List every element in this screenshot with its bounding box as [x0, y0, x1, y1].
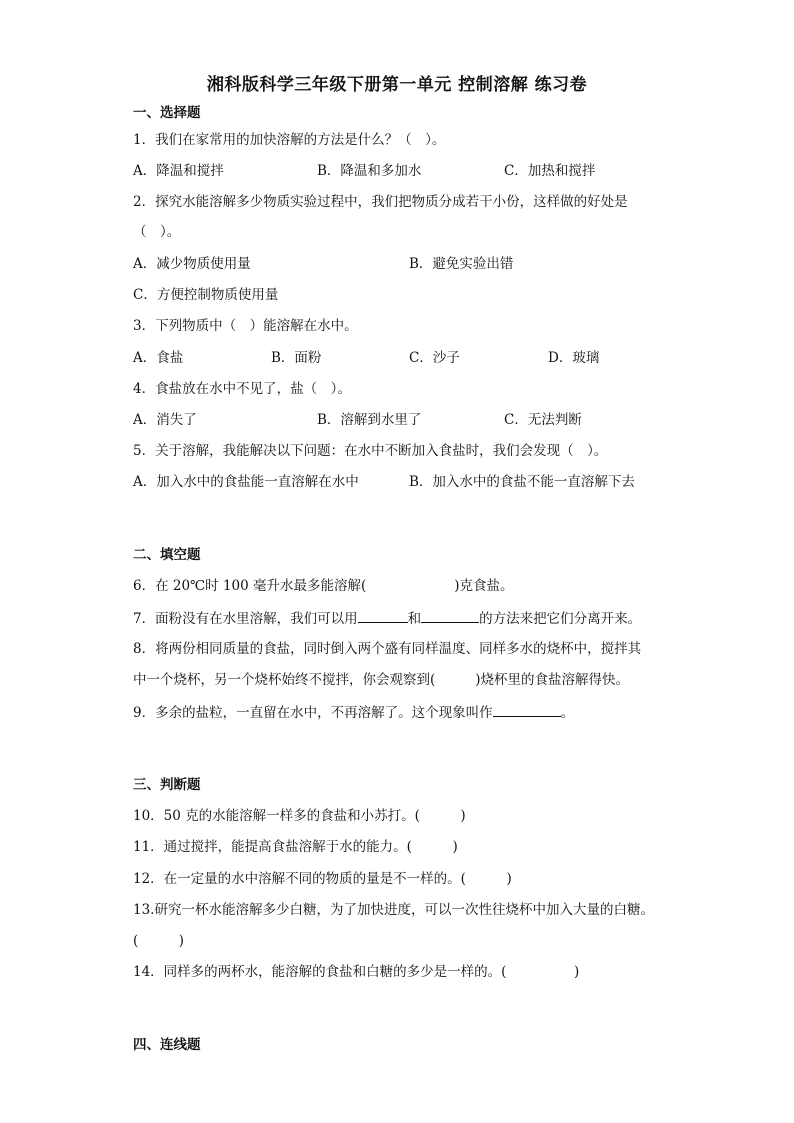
question-12: 12．在一定量的水中溶解不同的物质的量是不一样的。( ) [133, 871, 512, 887]
q7-blank-2[interactable] [421, 608, 479, 623]
question-11: 11．通过搅拌，能提高食盐溶解于水的能力。( ) [133, 839, 458, 855]
question-2-line-2: （ ）。 [133, 224, 181, 240]
q4-option-a: A．消失了 [133, 412, 197, 428]
q3-option-c: C．沙子 [409, 350, 460, 366]
question-14: 14．同样多的两杯水，能溶解的食盐和白糖的多少是一样的。( ) [133, 964, 580, 980]
question-8-line-1: 8．将两份相同质量的食盐，同时倒入两个盛有同样温度、同样多水的烧杯中，搅拌其 [133, 641, 642, 657]
section-heading-judge: 三、判断题 [133, 777, 201, 793]
q5-option-a: A．加入水中的食盐能一直溶解在水中 [133, 474, 359, 490]
q3-option-b: B．面粉 [271, 350, 322, 366]
q4-option-b: B．溶解到水里了 [317, 412, 422, 428]
question-7 [133, 608, 641, 628]
question-9 [133, 702, 574, 722]
q4-option-c: C．无法判断 [504, 412, 582, 428]
q2-option-b: B．避免实验出错 [409, 256, 514, 272]
q1-option-c: C．加热和搅拌 [504, 163, 596, 179]
q8-text-after: )烧杯里的食盐溶解得快。 [475, 672, 630, 688]
q7-text-after: 的方法来把它们分离开来。 [479, 611, 642, 627]
q9-text-before: 9．多余的盐粒，一直留在水中，不再溶解了。这个现象叫作 [133, 705, 493, 721]
q8-text-before: 中一个烧杯，另一个烧杯始终不搅拌，你会观察到( [133, 672, 436, 688]
question-5: 5．关于溶解，我能解决以下问题：在水中不断加入食盐时，我们会发现（ ）。 [133, 443, 608, 459]
q7-blank-1[interactable] [358, 608, 408, 623]
q3-option-a: A．食盐 [133, 350, 184, 366]
question-2-line-1: 2．探究水能溶解多少物质实验过程中，我们把物质分成若干小份，这样做的好处是 [133, 194, 628, 210]
q1-option-b: B．降温和多加水 [317, 163, 422, 179]
section-heading-match: 四、连线题 [133, 1037, 201, 1053]
question-8-line-2 [133, 671, 629, 689]
question-4: 4．食盐放在水中不见了，盐（ ）。 [133, 381, 351, 397]
question-13-line-1: 13.研究一杯水能溶解多少白糖，为了加快进度，可以一次性往烧杯中加入大量的白糖。 [133, 902, 654, 918]
question-1: 1．我们在家常用的加快溶解的方法是什么？（ ）。 [133, 132, 446, 148]
q2-option-a: A．减少物质使用量 [133, 256, 251, 272]
q9-blank[interactable] [493, 702, 561, 717]
q1-option-a: A．降温和搅拌 [133, 163, 224, 179]
q2-option-c: C．方便控制物质使用量 [133, 287, 279, 303]
question-6 [133, 577, 514, 595]
question-13-line-2: ( ) [133, 933, 185, 949]
q6-text-before: 6．在 20℃时 100 毫升水最多能溶解( [133, 578, 367, 594]
section-heading-choice: 一、选择题 [133, 105, 201, 121]
q7-text-before: 7．面粉没有在水里溶解，我们可以用 [133, 611, 358, 627]
question-10: 10．50 克的水能溶解一样多的食盐和小苏打。( ) [133, 808, 466, 824]
question-3: 3．下列物质中（ ）能溶解在水中。 [133, 318, 358, 334]
q9-text-after: 。 [560, 705, 575, 721]
worksheet-title: 湘科版科学三年级下册第一单元 控制溶解 练习卷 [206, 75, 588, 95]
q7-text-mid: 和 [407, 611, 422, 627]
section-heading-fill: 二、填空题 [133, 547, 201, 563]
q6-text-after: )克食盐。 [454, 578, 514, 594]
q5-option-b: B．加入水中的食盐不能一直溶解下去 [409, 474, 635, 490]
q3-option-d: D．玻璃 [548, 350, 600, 366]
